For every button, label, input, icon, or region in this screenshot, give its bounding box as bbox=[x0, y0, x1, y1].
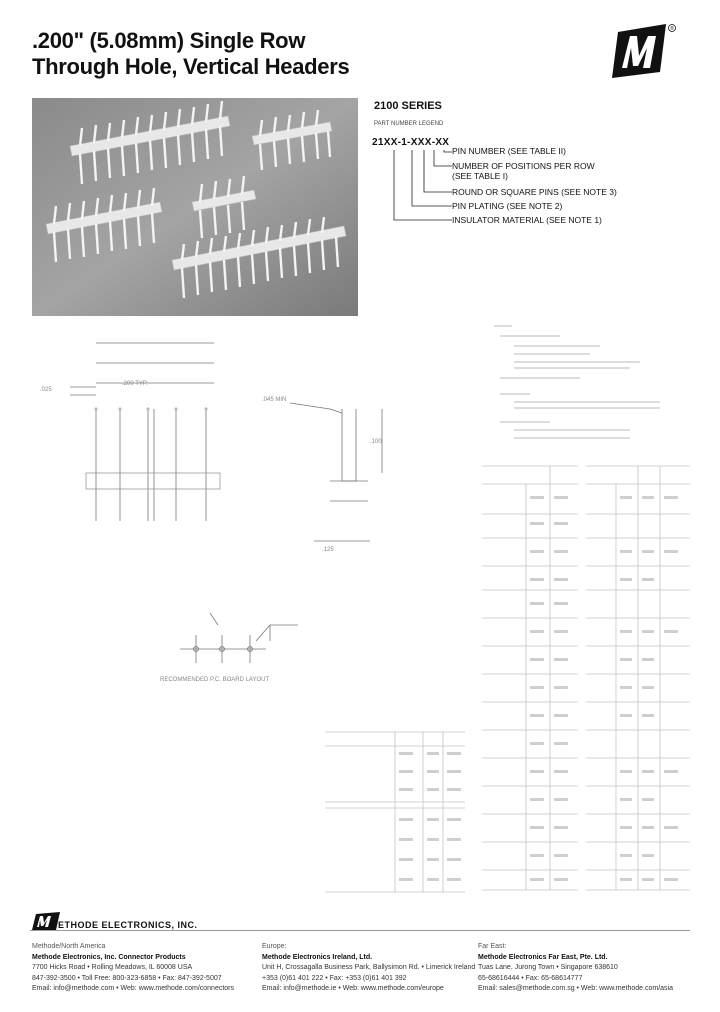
company-name: ETHODE ELECTRONICS, INC. bbox=[58, 920, 198, 930]
title-line-2: Through Hole, Vertical Headers bbox=[32, 54, 350, 79]
notes-block bbox=[490, 322, 690, 452]
part-number-code: 21XX-1-XXX-XX bbox=[372, 137, 450, 148]
footer-far-east: Far East: Methode Electronics Far East, Pte. Ltd. Tuas Lane, Jurong Town • Singapore 638610 65-68616444 • Fax: 65-68614777 Email: sales@methode.com.sg • Web: www.methode.com/asia bbox=[478, 943, 674, 992]
legend-item-positions: NUMBER OF POSITIONS PER ROW bbox=[452, 161, 595, 171]
legend-item-plating: PIN PLATING (SEE NOTE 2) bbox=[452, 201, 563, 211]
svg-text:.045 MIN: .045 MIN bbox=[262, 397, 287, 403]
legend-leader-lines bbox=[384, 150, 454, 232]
svg-text:.025: .025 bbox=[40, 387, 52, 393]
title-line-1: .200" (5.08mm) Single Row bbox=[32, 28, 306, 53]
svg-text:.200 TYP.: .200 TYP. bbox=[122, 381, 148, 387]
footer-north-america: Methode/North America Methode Electronics, Inc. Connector Products 7700 Hicks Road • Rolling Meadows, IL 60008 USA 847-392-3500 • Toll Free: 800-323-6858 • Fax: 847-392-5007 Email: info@methode.com • Web: www.methode.com/connectors bbox=[32, 943, 235, 992]
svg-text:RECOMMENDED P.C. BOARD LAYOUT: RECOMMENDED P.C. BOARD LAYOUT bbox=[160, 677, 270, 683]
document-title bbox=[32, 28, 349, 80]
svg-text:.100: .100 bbox=[370, 439, 382, 445]
svg-text:.125: .125 bbox=[322, 547, 334, 553]
methode-logo-icon bbox=[612, 22, 676, 80]
series-label: 2100 SERIES bbox=[374, 100, 442, 112]
svg-text:®: ® bbox=[670, 26, 674, 32]
footer-europe: Europe: Methode Electronics Ireland, Ltd. Unit H, Crossagalla Business Park, Ballysimon Rd. • Limerick Ireland +353 (0)61 401 222 • Fax: +353 (0)61 401 392 Email: info@methode.ie • Web: www.methode.com/europe bbox=[262, 943, 476, 992]
table-grid-2 bbox=[482, 462, 578, 892]
table-grid-3 bbox=[586, 462, 690, 892]
technical-drawing bbox=[30, 325, 440, 705]
legend-item-pin-number: PIN NUMBER (SEE TABLE II) bbox=[452, 146, 566, 156]
legend-item-pin-shape: ROUND OR SQUARE PINS (SEE NOTE 3) bbox=[452, 187, 617, 197]
product-photo bbox=[32, 98, 358, 316]
legend-item-positions-ref: (SEE TABLE I) bbox=[452, 171, 508, 181]
part-number-legend-label: PART NUMBER LEGEND bbox=[374, 121, 444, 127]
footer-divider bbox=[30, 930, 690, 931]
table-grid-1 bbox=[325, 718, 465, 894]
legend-item-insulator: INSULATOR MATERIAL (SEE NOTE 1) bbox=[452, 215, 602, 225]
